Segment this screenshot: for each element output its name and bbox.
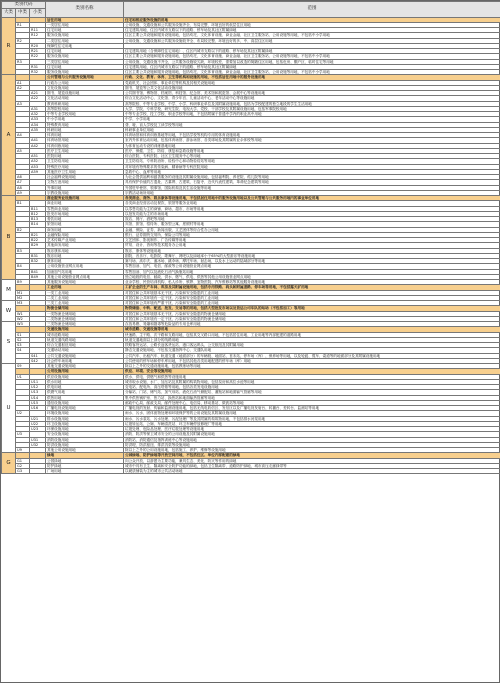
class-name: 物流仓储用地	[46, 306, 124, 311]
minor-class-code: R20	[30, 43, 46, 48]
class-scope: 雨水、污水、固体废物处理和环境保护等的公用设施及其附属设施用地	[124, 411, 500, 416]
class-name: 外事用地	[46, 185, 124, 190]
class-name: 特殊教育用地	[46, 122, 124, 127]
major-class-code: B	[2, 196, 16, 280]
class-name: 高等院校用地	[46, 106, 124, 111]
class-scope: 公共汽车、出租汽车、轨道交通（地面部分）的车辆段、地面站、首末站、停车场（库）、保养场等用地，以及轮渡、缆车、索道等的地面部分及其附属设施用地	[124, 353, 500, 358]
class-scope: 公共图书馆、博物馆、档案馆、科技馆、纪念馆、美术馆和展览馆、会展中心等设施用地	[124, 91, 500, 96]
class-scope: 中学、小学用地	[124, 117, 500, 122]
class-scope: 住区主要公共设施和服务设施用地，包括幼托、文化体育设施、商业金融、社区卫生服务站、公用设施等用地，不包括中小学用地	[124, 54, 500, 59]
class-scope: 室内外体育运动用地，包括体育场馆、游泳场馆、各类球场及其附属的业余体校等用地	[124, 138, 500, 143]
table-row	[2, 469, 500, 474]
class-scope: 公园绿地、防护绿地等开放空间用地，不包括住区、单位内部配建的绿地	[124, 453, 500, 458]
class-scope: 公共使用的停车场和停车库用地，不包括其他各类用地配建的停车场（库）用地	[124, 358, 500, 363]
medium-class-code: R1	[16, 22, 30, 27]
class-scope: 聋、哑、盲人学校及工读学校等用地	[124, 122, 500, 127]
class-name: 三类工业用地	[46, 301, 124, 306]
class-scope: 公用设施、交通设施和公共服务设施较齐全、布局较完整、环境良好的多、中、高层住区用地	[124, 38, 500, 43]
class-scope: 快速路、主干路、次干路和支路用地，包括其交叉路口用地，不包括居住用地、工业用地等内部配建的道路用地	[124, 332, 500, 337]
class-name: 服务设施用地	[46, 33, 124, 38]
class-scope: 各类商业、商务、娱乐康体等设施用地，不包括居住用地中的服务设施用地以及公共管理与公共服务用地内的事业单位用地	[124, 196, 500, 201]
class-scope: 科研事业单位用地	[124, 127, 500, 132]
class-name: 社会停车场用地	[46, 358, 124, 363]
minor-class-code: A22	[30, 96, 46, 101]
medium-class-code: G3	[16, 469, 30, 474]
class-name: 供应设施用地	[46, 374, 124, 379]
class-scope: 文艺团体、影视制作、广告传媒等用地	[124, 238, 500, 243]
minor-class-code: R21	[30, 49, 46, 54]
class-name: 环境设施用地	[46, 411, 124, 416]
medium-class-code: U3	[16, 432, 30, 437]
minor-class-code: U23	[30, 427, 46, 432]
class-name: 其他医疗卫生用地	[46, 169, 124, 174]
class-scope: 物资储备、中转、配送、批发、交易等的用地，包括大型批发市场以及货运公司车队的站场（不包括加工）等用地	[124, 306, 500, 311]
minor-class-code: A51	[30, 154, 46, 159]
class-scope: 宾馆、旅馆、招待所、服务型公寓、度假村等用地	[124, 222, 500, 227]
minor-class-code: U12	[30, 385, 46, 390]
medium-class-code: B9	[16, 280, 30, 285]
class-scope: 住宅建筑用地、住区内城市支路以下的道路、停车场及其社区附属绿地	[124, 28, 500, 33]
class-name: 公共交通设施用地	[46, 353, 124, 358]
class-scope: 轨道交通地面以上部分的线路用地	[124, 337, 500, 342]
class-name: 文物古迹用地	[46, 180, 124, 185]
class-scope: 工矿企业的生产车间、库房及其附属设施用地，包括专用铁路、码头和附属道路、停车场等用地，不包括露天矿用地	[124, 285, 500, 290]
class-name: 广播电视设施用地	[46, 406, 124, 411]
minor-class-code: A52	[30, 159, 46, 164]
class-scope: 对环境有特殊要求的传染病、精神病等专科医院用地	[124, 164, 500, 169]
class-scope: 住宅建筑用地（含保障性住宅用地）、住区内城市支路以下的道路、停车场及其社区附属绿地	[124, 49, 500, 54]
medium-class-code: U1	[16, 374, 30, 379]
class-name: 医院用地	[46, 154, 124, 159]
class-name: 体育用地	[46, 133, 124, 138]
minor-class-code: R11	[30, 28, 46, 33]
class-name: 防护绿地	[46, 463, 124, 468]
class-scope: 零售加油、加气以及液化石油气换瓶站用地	[124, 269, 500, 274]
medium-class-code: G1	[16, 458, 30, 463]
class-name: 公用设施用地	[46, 369, 124, 374]
class-name: 通信设施用地	[46, 400, 124, 405]
class-scope: 体育场馆和体育训练基地等用地，不包括学校等机构专用的体育设施用地	[124, 133, 500, 138]
medium-class-code: B4	[16, 264, 30, 269]
class-name: 三类物流仓储用地	[46, 322, 124, 327]
minor-class-code: U32	[30, 442, 46, 447]
minor-class-code: A33	[30, 117, 46, 122]
class-name: 供热用地	[46, 395, 124, 400]
class-name: 居住用地	[46, 17, 124, 22]
class-name: 其他服务设施用地	[46, 280, 124, 285]
medium-class-code: A5	[16, 148, 30, 153]
class-scope: 以零售功能为主的商铺、商场、超市、市场等用地	[124, 206, 500, 211]
minor-class-code: S42	[30, 358, 46, 363]
class-scope: 城市中具有卫生、隔离和安全防护功能的绿地，包括卫生隔离带、道路防护绿地、城市高压走廊绿带等	[124, 463, 500, 468]
class-scope: 对居住和公共环境基本无干扰、污染和安全隐患的工业用地	[124, 290, 500, 295]
class-name: 商务用地	[46, 227, 124, 232]
class-scope: 高等院校、中等专业学校、中学、小学、科研事业单位及其附属设施用地，包括为学校配建的独立地段的学生生活用地	[124, 101, 500, 106]
medium-class-code: B3	[16, 248, 30, 253]
class-name: 其他交通设施用地	[46, 364, 124, 369]
class-name: 体育场馆用地	[46, 138, 124, 143]
class-name: 加油加气站用地	[46, 269, 124, 274]
class-name: 交通设施用地	[46, 327, 124, 332]
class-name: 文化设施用地	[46, 85, 124, 90]
class-name: 供水用地	[46, 379, 124, 384]
class-scope: 供水、供电、供燃气和供热等设施用地	[124, 374, 500, 379]
minor-class-code: A42	[30, 143, 46, 148]
major-class-code: R	[2, 17, 16, 75]
class-name: 消防设施用地	[46, 437, 124, 442]
class-scope: 向公众开放，以游憩为主要功能，兼具生态、美化、防灾等作用的绿地	[124, 458, 500, 463]
class-name: 轨道交通线路用地	[46, 337, 124, 342]
minor-class-code: B32	[30, 259, 46, 264]
minor-class-code: U15	[30, 400, 46, 405]
major-class-code: A	[2, 75, 16, 196]
medium-class-code: W1	[16, 311, 30, 316]
header-code-group: 类别代码	[2, 2, 46, 9]
class-scope: 除以上之外的公用设施用地，包括施工、养护、维修等设施用地	[124, 448, 500, 453]
class-scope: 公用设施、交通设施不齐全，公共服务设施较欠缺，环境较差，需要加以改造的简陋住区用地，包括危房、棚户区、临时住宅等用地	[124, 59, 500, 64]
class-scope: 铁路客货运站、公路长途客货运站、港口客运码头、公交枢纽及其附属用地	[124, 343, 500, 348]
minor-class-code: B13	[30, 217, 46, 222]
class-name: 供电用地	[46, 385, 124, 390]
class-name: 一类物流仓储用地	[46, 311, 124, 316]
class-name: 科研用地	[46, 127, 124, 132]
class-name: 安全设施用地	[46, 432, 124, 437]
class-scope: 银行、证券期货交易所、保险公司等用地	[124, 232, 500, 237]
class-scope: 外国驻华使馆、领事馆、国际机构及其生活设施等用地	[124, 185, 500, 190]
minor-class-code: A32	[30, 112, 46, 117]
medium-class-code: S2	[16, 337, 30, 342]
class-name: 餐饮用地	[46, 217, 124, 222]
class-name: 广场用地	[46, 469, 124, 474]
class-scope: 行政、文化、教育、体育、卫生等机构和设施的用地，不包括居住用地中的服务设施用地	[124, 75, 500, 80]
minor-class-code: S41	[30, 353, 46, 358]
class-scope: 垃圾转运站、公厕、车辆清洗站、环卫车辆停放修理厂等用地	[124, 421, 500, 426]
minor-class-code: A41	[30, 138, 46, 143]
minor-class-code: B11	[30, 206, 46, 211]
medium-class-code: R3	[16, 59, 30, 64]
class-scope: 住宅建筑用地、住区内城市支路以下的道路、停车场及其社区附属绿地	[124, 64, 500, 69]
class-scope: 对居住和公共环境有一定干扰、污染和安全隐患的工业用地	[124, 295, 500, 300]
class-name: 公用设施营业网点用地	[46, 264, 124, 269]
class-scope: 图书、展览等公共文化活动设施用地	[124, 85, 500, 90]
medium-class-code: U2	[16, 411, 30, 416]
class-name: 住宅用地	[46, 28, 124, 33]
minor-class-code: R31	[30, 64, 46, 69]
class-scope: 剧院、音乐厅、电影院、歌舞厅、网吧以及绿地率小于65%的大型游乐等设施用地	[124, 253, 500, 258]
class-name: 商业服务业设施用地	[46, 196, 124, 201]
class-name: 教育科研用地	[46, 101, 124, 106]
minor-class-code: B49	[30, 274, 46, 279]
minor-class-code: U11	[30, 379, 46, 384]
class-scope: 饭店、餐厅、酒吧等用地	[124, 217, 500, 222]
class-name: 中等专业学校用地	[46, 112, 124, 117]
class-name: 宗教设施用地	[46, 190, 124, 195]
class-name: 文化活动用地	[46, 96, 124, 101]
class-name: 供燃气用地	[46, 390, 124, 395]
medium-class-code: S1	[16, 332, 30, 337]
minor-class-code: B41	[30, 269, 46, 274]
class-name: 一类居住用地	[46, 22, 124, 27]
medium-class-code: A3	[16, 101, 30, 106]
header-scope: 范围	[124, 2, 500, 18]
class-name: 一类工业用地	[46, 290, 124, 295]
minor-class-code: R12	[30, 33, 46, 38]
class-name: 社会福利设施用地	[46, 175, 124, 180]
major-class-code: W	[2, 301, 16, 322]
class-name: 零售商业用地	[46, 206, 124, 211]
class-scope: 城市道路、交通设施等用地	[124, 327, 500, 332]
medium-class-code: M3	[16, 301, 30, 306]
land-use-classification-table	[1, 1, 500, 474]
class-scope: 存放易燃、易爆和剧毒等危险品的专用仓库用地	[124, 322, 500, 327]
class-scope: 邮政中心局、邮政支局、邮件处理中心、电信局、移动基站、微波站等用地	[124, 400, 500, 405]
class-scope: 集中供热锅炉房、热力站、换热站和地面输热管廊等用地	[124, 395, 500, 400]
medium-class-code: A9	[16, 190, 30, 195]
class-scope: 城市取水设施、水厂、加压站及其附属的构筑物用地，包括泵房和高位水池等用地	[124, 379, 500, 384]
class-name: 其他商务用地	[46, 243, 124, 248]
class-scope: 综合医院、专科医院、社区卫生服务中心等用地	[124, 154, 500, 159]
medium-class-code: R2	[16, 38, 30, 43]
class-scope: 综合文化活动中心、文化馆、青少年宫、儿童活动中心、老年活动中心等设施用地	[124, 96, 500, 101]
minor-class-code: A21	[30, 91, 46, 96]
minor-class-code: B22	[30, 238, 46, 243]
header-row-top	[2, 2, 500, 9]
class-scope: 广播电视的发射、传输和监测设施用地，包括无线电收信区、发信区以及广播电视发射台、转播台、差转台、监测站等用地	[124, 406, 500, 411]
header-medium: 中类	[16, 9, 30, 18]
class-name: 医疗卫生用地	[46, 148, 124, 153]
header-major: 大类	[2, 9, 16, 18]
class-scope: 公用设施、交通设施和公共服务设施齐全、布局完整、环境良好的低层住区用地	[124, 22, 500, 27]
class-scope: 中等专业学校、技工学校、职业学校等用地，不包括附属于普通中学内的职业高中用地	[124, 112, 500, 117]
class-scope: 为体育运动专设的训练基地用地	[124, 143, 500, 148]
class-scope: 为社会提供福利和慈善服务的设施及其附属设施用地，包括福利院、养老院、孤儿院等用地	[124, 175, 500, 180]
class-scope: 具有保护价值的古遗址、古墓葬、古建筑、石窟寺、近代代表性建筑、革命纪念建筑等用地	[124, 180, 500, 185]
minor-class-code: B31	[30, 253, 46, 258]
class-name: 二类物流仓储用地	[46, 316, 124, 321]
class-scope: 赛马场、高尔夫、溜冰场、跳伞场、摩托车场、射击场，以及水上运动的陆域部分等用地	[124, 259, 500, 264]
class-scope: 卫生防疫站、专科防治所、检验中心和动物检疫站等用地	[124, 159, 500, 164]
class-name: 保障性住宅用地	[46, 43, 124, 48]
minor-class-code: A53	[30, 164, 46, 169]
class-name: 排水设施用地	[46, 416, 124, 421]
medium-class-code: U9	[16, 448, 30, 453]
class-scope: 以批发功能为主的市场用地	[124, 211, 500, 216]
minor-class-code: U16	[30, 406, 46, 411]
class-scope: 垃圾处理、危险品处理、医疗垃圾处理等设施用地	[124, 427, 500, 432]
class-name: 绿地	[46, 453, 124, 458]
class-scope: 除以上之外的交通设施用地，包括教练场等用地	[124, 364, 500, 369]
class-name: 批发市场用地	[46, 211, 124, 216]
medium-class-code: S3	[16, 343, 30, 348]
medium-class-code: M1	[16, 290, 30, 295]
medium-class-code: A4	[16, 133, 30, 138]
class-name: 商业用地	[46, 201, 124, 206]
major-class-code: M	[2, 280, 16, 301]
minor-class-code: U14	[30, 395, 46, 400]
medium-class-code: B1	[16, 201, 30, 206]
class-name: 康体用地	[46, 259, 124, 264]
class-scope: 以硬质铺装为主的城市公共活动场地	[124, 469, 500, 474]
medium-class-code: B2	[16, 227, 30, 232]
class-name: 交通场站用地	[46, 348, 124, 353]
medium-class-code: A8	[16, 185, 30, 190]
class-name: 图书、展览设施用地	[46, 91, 124, 96]
class-scope: 分输站、门站、储气站、加气母站、液化石油气储配站、灌瓶站和地面输气管廊等用地	[124, 390, 500, 395]
class-name: 金融保险用地	[46, 232, 124, 237]
medium-class-code: S4	[16, 348, 30, 353]
medium-class-code: A7	[16, 180, 30, 185]
class-scope: 娱乐、康体等设施用地	[124, 248, 500, 253]
minor-class-code: A34	[30, 122, 46, 127]
class-name: 环保设施用地	[46, 427, 124, 432]
medium-class-code: A2	[16, 85, 30, 90]
minor-class-code	[30, 469, 46, 474]
class-scope: 贸易、设计、咨询等技术服务办公用地	[124, 243, 500, 248]
class-name: 娱乐康体用地	[46, 248, 124, 253]
class-name: 其他公用设施用地	[46, 448, 124, 453]
class-name: 公园绿地	[46, 458, 124, 463]
medium-class-code: G2	[16, 463, 30, 468]
major-class-code: U	[2, 364, 16, 453]
minor-class-code: U22	[30, 421, 46, 426]
medium-class-code: W3	[16, 322, 30, 327]
class-name: 行政办公用地	[46, 80, 124, 85]
minor-class-code: R22	[30, 54, 46, 59]
class-scope: 医疗、保健、卫生、防疫、康复和急救设施等用地	[124, 148, 500, 153]
minor-class-code: A59	[30, 169, 46, 174]
minor-class-code: B21	[30, 232, 46, 237]
class-scope: 住区主要公共设施和服务设施用地，包括幼托、文化体育设施、商业金融、社区卫生服务站、公用设施等用地，不包括中小学用地	[124, 33, 500, 38]
minor-class-code: R32	[30, 70, 46, 75]
class-scope: 静态交通设施用地，不包括交通指挥中心、交通队用地	[124, 348, 500, 353]
major-class-code: S	[2, 322, 16, 364]
class-scope: 对居住和公共环境有一定干扰、污染和安全隐患的物流仓储用地	[124, 316, 500, 321]
class-name: 二类工业用地	[46, 295, 124, 300]
class-scope: 消防站、消防通信及指挥训练中心等设施用地	[124, 437, 500, 442]
minor-class-code: U13	[30, 390, 46, 395]
header-minor: 小类	[30, 9, 46, 18]
class-scope: 防洪堤、防洪枢纽、排洪沟渠等设施用地	[124, 442, 500, 447]
class-name: 住宅用地	[46, 49, 124, 54]
class-scope: 住宅和相应服务设施的用地	[124, 17, 500, 22]
minor-class-code: U21	[30, 416, 46, 421]
class-name: 特殊医疗用地	[46, 164, 124, 169]
class-name: 公共管理与公共服务设施用地	[46, 75, 124, 80]
class-scope: 对居住和公共环境基本无干扰、污染和安全隐患的物流仓储用地	[124, 311, 500, 316]
class-name: 综合交通枢纽用地	[46, 343, 124, 348]
class-name: 体育训练用地	[46, 143, 124, 148]
class-name: 中小学用地	[46, 117, 124, 122]
class-scope: 急救中心、血库等用地	[124, 169, 500, 174]
class-name: 城市道路用地	[46, 332, 124, 337]
header-name: 类别名称	[46, 2, 124, 18]
class-scope: 供应、环境、安全等设施用地	[124, 369, 500, 374]
class-scope: 独立地段的电信、邮政、供水、燃气、供电、供热等其他公用设施营业网点用地	[124, 274, 500, 279]
medium-class-code: M2	[16, 295, 30, 300]
class-scope: 零售加油、加气、电信、邮政等公用设施营业网点用地	[124, 264, 500, 269]
medium-class-code: W2	[16, 316, 30, 321]
class-name: 其他公用设施营业网点用地	[46, 274, 124, 279]
class-scope: 消防、防洪等保卫城市安全的公用设施及其附属设施用地	[124, 432, 500, 437]
class-scope: 党政机关、社会团体、事业单位等机构及其相关设施用地	[124, 80, 500, 85]
class-scope: 业余学校、民营培训机构、私人诊所、殡葬、宠物医院、汽车维修站等其他服务设施用地	[124, 280, 500, 285]
class-scope: 雨水、污水泵站、污水处理、污泥处理厂等及其附属的构筑物用地，不包括排水河渠用地	[124, 416, 500, 421]
minor-class-code: A31	[30, 106, 46, 111]
class-scope: 住区主要公共设施和服务设施用地，包括幼托、文化体育设施、商业金融、社区卫生服务站、公用设施等用地，不包括中小学用地	[124, 70, 500, 75]
class-name: 服务设施用地	[46, 54, 124, 59]
class-name: 三类居住用地	[46, 59, 124, 64]
minor-class-code: U31	[30, 437, 46, 442]
class-name: 娱乐用地	[46, 253, 124, 258]
class-scope: 各类商业经营活动及餐饮、旅馆等服务业用地	[124, 201, 500, 206]
class-name: 防洪设施用地	[46, 442, 124, 447]
class-scope: 宗教活动场所用地	[124, 190, 500, 195]
class-name: 环卫设施用地	[46, 421, 124, 426]
medium-class-code: A1	[16, 80, 30, 85]
minor-class-code: B14	[30, 222, 46, 227]
medium-class-code: S9	[16, 364, 30, 369]
minor-class-code: B12	[30, 211, 46, 216]
minor-class-code: A35	[30, 127, 46, 132]
class-scope: 对居住和公共环境有严重干扰、污染和安全隐患的工业用地	[124, 301, 500, 306]
class-name: 二类居住用地	[46, 38, 124, 43]
medium-class-code: A6	[16, 175, 30, 180]
class-name: 旅馆用地	[46, 222, 124, 227]
class-name: 服务设施用地	[46, 70, 124, 75]
class-name: 卫生防疫用地	[46, 159, 124, 164]
table-body	[2, 17, 500, 474]
class-scope: 金融、保险、证券、新闻出版、文艺团体等综合性办公用地	[124, 227, 500, 232]
class-name: 艺术传媒产业用地	[46, 238, 124, 243]
class-name: 住宅用地	[46, 64, 124, 69]
class-name: 工业用地	[46, 285, 124, 290]
minor-class-code: B29	[30, 243, 46, 248]
class-scope: 变电站、配电所、高压塔基等用地，包括各类发电设施用地	[124, 385, 500, 390]
class-scope: 大学、学院、专科学校、研究生院、电视大学、党校、干部学校及其附属设施用地，包括军事院校用地	[124, 106, 500, 111]
major-class-code: G	[2, 453, 16, 474]
